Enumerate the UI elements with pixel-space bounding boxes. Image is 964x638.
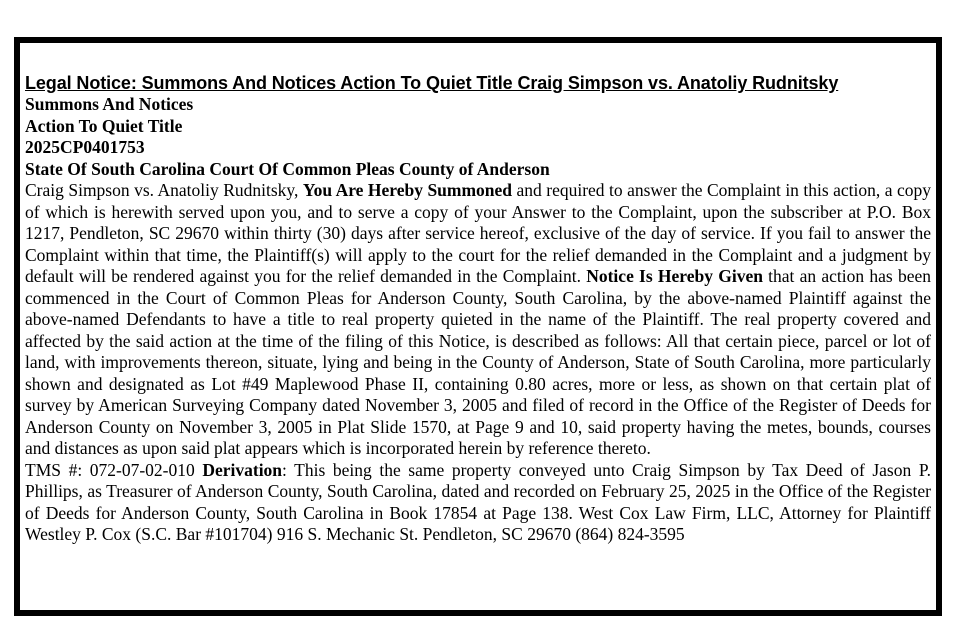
derivation-paragraph — [25, 460, 931, 546]
notice-headline[interactable]: Legal Notice: Summons And Notices Action To Quiet Title Craig Simpson vs. Anatoliy Rudnitsky — [25, 73, 839, 93]
notice-category: Summons And Notices — [25, 94, 194, 114]
case-number: 2025CP0401753 — [25, 137, 145, 157]
tms-text: TMS #: 072-07-02-010 — [25, 459, 203, 480]
derivation-emphasis: Derivation — [202, 459, 283, 480]
summoned-emphasis: You Are Hereby Summoned — [302, 180, 513, 200]
derivation-text: : This being the same property conveyed unto Craig Simpson by Tax Deed of Jason P. Phillips, as Treasurer of Anderson County, South Carolina, dated and recorded on February 25, 2025 in the Office of the Register of Deeds for Anderson County, South Carolina in Book 17854 at Page 138. West Cox Law Firm, LLC, Attorney for Plaintiff Westley P. Cox (S.C. Bar #101704) 916 S. Mechanic St. Pendleton, SC 29670 (864) 824-3595 — [25, 459, 931, 544]
court-heading: State Of South Carolina Court Of Common Pleas County of Anderson — [25, 158, 550, 179]
summons-text-1: Craig Simpson vs. Anatoliy Rudnitsky, — [25, 180, 303, 200]
summons-text-2: and required to answer the Complaint in this action, a copy of which is herewith served upon you, and to serve a copy of your Answer to the Complaint, upon the subscriber at P.O. Box 1217, Pendleton, SC 29670 within thirty (30) days after service hereof, exclusive of the day of service. If you fail to answer the Complaint within that time, the Plaintiff(s) will apply to the court for the relief demanded in the Complaint and a judgment by default will be rendered against you for the relief demanded in the Complaint. — [25, 180, 931, 286]
legal-notice-box — [14, 37, 942, 616]
notice-given-emphasis: Notice Is Hereby Given — [586, 266, 763, 286]
notice-content — [25, 72, 931, 546]
summons-paragraph — [25, 180, 931, 460]
notice-action-type: Action To Quiet Title — [25, 115, 183, 136]
summons-text-3: that an action has been commenced in the Court of Common Pleas for Anderson County, South Carolina, by the above-named Plaintiff against the above-named Defendants to have a title to real property quieted in the name of the Plaintiff. The real property covered and affected by the said action at the time of the filing of this Notice, is described as follows: All that certain piece, parcel or lot of land, with improvements thereon, situate, lying and being in the County of Anderson, State of South Carolina, more particularly shown and designated as Lot #49 Maplewood Phase II, containing 0.80 acres, more or less, as shown on that certain plat of survey by American Surveying Company dated November 3, 2005 and filed of record in the Office of the Register of Deeds for Anderson County on November 3, 2005 in Plat Slide 1570, at Page 9 and 10, said property having the metes, bounds, courses and distances as upon said plat appears which is incorporated herein by reference thereto. — [25, 266, 931, 458]
